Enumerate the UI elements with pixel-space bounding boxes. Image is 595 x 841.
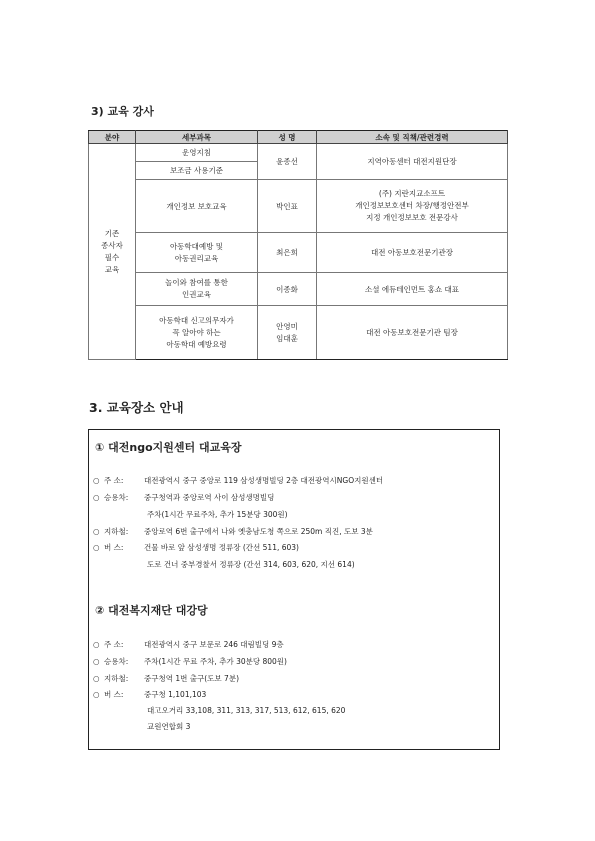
venue-bus-cont: 대고오거리 33,108, 311, 313, 317, 513, 612, 615, 620 bbox=[147, 706, 346, 715]
field-cell: 기존 종사자 필수 교육 bbox=[89, 144, 136, 360]
venue-bus-cont: 교원연합회 3 bbox=[147, 722, 191, 731]
career-cell: 대전 아동보호전문기관 팀장 bbox=[317, 306, 508, 360]
venue-bus: ○ 버 스: 중구청 1,101,103 bbox=[93, 690, 207, 699]
subject-cell: 개인정보 보호교육 bbox=[136, 180, 258, 233]
career-cell: 소셜 에듀테인먼트 홍쇼 대표 bbox=[317, 273, 508, 306]
subject-cell: 운영지침 bbox=[136, 144, 258, 162]
venue-car-cont: 주차(1시간 무료주차, 추가 15분당 300원) bbox=[147, 510, 288, 519]
venue-address: ○ 주 소: 대전광역시 중구 보문로 246 대림빌딩 9층 bbox=[93, 640, 284, 649]
subject-cell: 아동학대 신고의무자가 꼭 알아야 하는 아동학대 예방요령 bbox=[136, 306, 258, 360]
name-cell: 윤종선 bbox=[258, 144, 317, 180]
venue-address: ○ 주 소: 대전광역시 중구 중앙로 119 삼성생명빌딩 2층 대전광역시NGO지원센터 bbox=[93, 476, 384, 485]
venue-subway: ○ 지하철: 중구청역 1번 출구(도보 7분) bbox=[93, 674, 239, 683]
section-heading-venues: 3. 교육장소 안내 bbox=[89, 400, 184, 415]
instructor-table bbox=[88, 130, 508, 360]
venue-bus-cont: 도로 건너 중부경찰서 정류장 (간선 314, 603, 620, 지선 614) bbox=[147, 560, 355, 569]
name-cell: 이종화 bbox=[258, 273, 317, 306]
subject-cell: 보조금 사용기준 bbox=[136, 162, 258, 180]
venue-car: ○ 승용차: 주차(1시간 무료 주차, 추가 30분당 800원) bbox=[93, 657, 287, 666]
subject-cell: 놀이와 참여를 통한 인권교육 bbox=[136, 273, 258, 306]
venue-title: ① 대전ngo지원센터 대교육장 bbox=[95, 441, 242, 454]
header-subject: 세부과목 bbox=[136, 131, 258, 144]
header-career: 소속 및 직책/관련경력 bbox=[317, 131, 508, 144]
subject-cell: 아동학대예방 및 아동권리교육 bbox=[136, 233, 258, 273]
name-cell: 최은희 bbox=[258, 233, 317, 273]
name-cell: 안영미 임대훈 bbox=[258, 306, 317, 360]
venue-title: ② 대전복지재단 대강당 bbox=[95, 604, 208, 617]
venue-info-box bbox=[88, 429, 500, 750]
venue-bus: ○ 버 스: 건물 바로 앞 삼성생명 정류장 (간선 511, 603) bbox=[93, 543, 299, 552]
career-cell: 지역아동센터 대전지원단장 bbox=[317, 144, 508, 180]
career-cell: 대전 아동보호전문기관장 bbox=[317, 233, 508, 273]
venue-subway: ○ 지하철: 중앙로역 6번 출구에서 나와 옛충남도청 쪽으로 250m 직진, 도보 3분 bbox=[93, 527, 373, 536]
header-name: 성 명 bbox=[258, 131, 317, 144]
career-cell: (주) 지란지교소프트 개인정보보호센터 차장/행정안전부 지정 개인정보보호 전문강사 bbox=[317, 180, 508, 233]
name-cell: 박인표 bbox=[258, 180, 317, 233]
section-heading-instructors: 3) 교육 강사 bbox=[91, 105, 154, 118]
header-field: 분야 bbox=[89, 131, 136, 144]
venue-car: ○ 승용차: 중구청역과 중앙로역 사이 삼성생명빌딩 bbox=[93, 493, 275, 502]
